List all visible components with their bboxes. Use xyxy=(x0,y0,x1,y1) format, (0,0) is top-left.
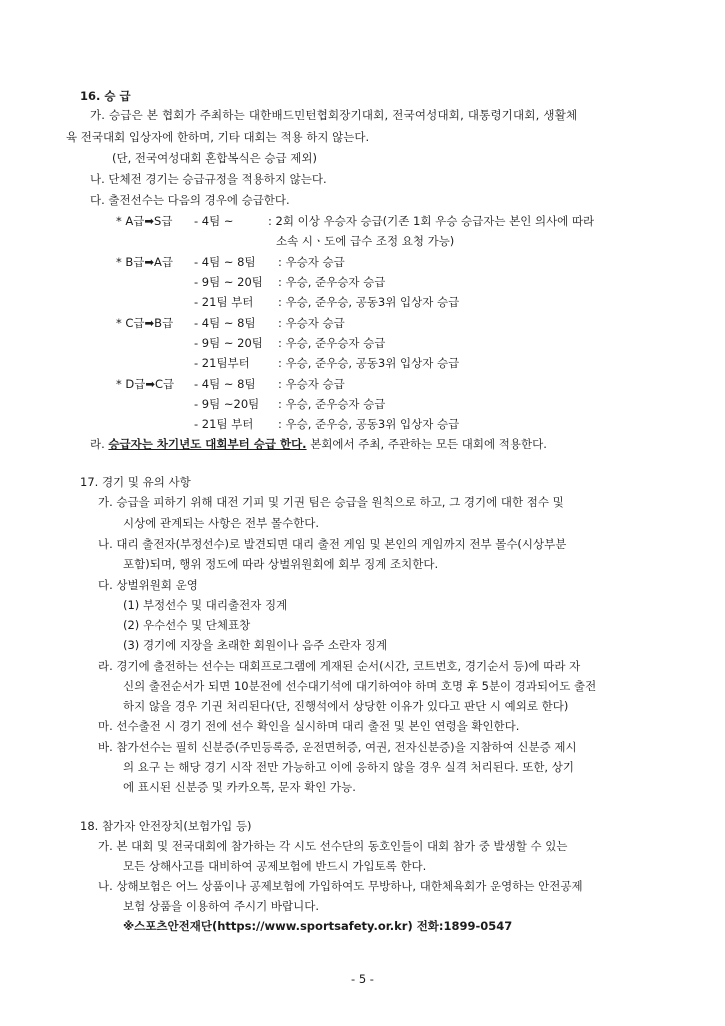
grade-b-range-2: - 9팀 ~ 20팀 xyxy=(194,275,263,289)
s18-na-line2: 보험 상품을 이용하여 주시기 바랍니다. xyxy=(123,899,320,913)
s16-ga-note: (단, 전국여성대회 혼합복식은 승급 제외) xyxy=(112,151,317,165)
s16-ga-line1: 가. 승급은 본 협회가 주최하는 대한배드민턴협회장기대회, 전국여성대회, 대통령기대회, 생활체 xyxy=(90,108,578,122)
s16-na: 나. 단체전 경기는 승급규정을 적용하지 않는다. xyxy=(90,172,327,186)
s16-ra-rest: 본회에서 주최, 주관하는 모든 대회에 적용한다. xyxy=(306,437,547,451)
grade-d-cond-1: : 우승자 승급 xyxy=(278,377,345,391)
s17-da-item-2: (2) 우수선수 및 단체표창 xyxy=(123,618,251,632)
grade-c-cond-2: : 우승, 준우승자 승급 xyxy=(278,336,386,350)
grade-a-cond-1-cont: 소속 시ㆍ도에 급수 조정 요청 가능) xyxy=(276,234,455,248)
section-17-title: 17. 경기 및 유의 사항 xyxy=(80,475,191,489)
s16-ra xyxy=(90,436,547,452)
s17-ra-line3: 하지 않을 경우 기권 처리된다(단, 진행석에서 상당한 이유가 있다고 판단 시 예외로 한다) xyxy=(123,699,569,713)
s17-ga-line2: 시상에 관계되는 사항은 전부 몰수한다. xyxy=(123,516,320,530)
s17-da: 다. 상벌위원회 운영 xyxy=(98,578,198,592)
s17-na-line2: 포함)되며, 행위 정도에 따라 상벌위원회에 회부 징계 조치한다. xyxy=(123,557,439,571)
s17-da-item-1: (1) 부정선수 및 대리출전자 징계 xyxy=(123,598,288,612)
s16-da: 다. 출전선수는 다음의 경우에 승급한다. xyxy=(90,193,290,207)
s18-ga-line2: 모든 상해사고를 대비하여 공제보험에 반드시 가입토록 한다. xyxy=(123,859,427,873)
s16-ga-line2: 육 전국대회 입상자에 한하며, 기타 대회는 적용 하지 않는다. xyxy=(66,130,370,144)
s18-contact-note: ※스포츠안전재단(https://www.sportsafety.or.kr) 전화:1899-0547 xyxy=(123,919,513,933)
s16-ra-emphasis: 승급자는 차기년도 대회부터 승급 한다. xyxy=(108,437,307,451)
grade-c-cond-1: : 우승자 승급 xyxy=(278,316,345,330)
grade-c-range-2: - 9팀 ~ 20팀 xyxy=(194,336,263,350)
s17-ra-line2: 신의 출전순서가 되면 10분전에 선수대기석에 대기하여야 하며 호명 후 5분이 경과되어도 출전 xyxy=(123,679,597,693)
grade-c-cond-3: : 우승, 준우승, 공동3위 입상자 승급 xyxy=(278,356,460,370)
grade-b-cond-2: : 우승, 준우승자 승급 xyxy=(278,275,386,289)
s17-ba-line1: 바. 참가선수는 필히 신분증(주민등록증, 운전면허증, 여권, 전자신분증)을 지참하여 신분증 제시 xyxy=(98,740,577,754)
s16-ra-prefix: 라. xyxy=(90,437,109,451)
grade-a-label: * A급➡S급 xyxy=(116,214,173,228)
s17-ma: 마. 선수출전 시 경기 전에 선수 확인을 실시하며 대리 출전 및 본인 연령을 확인한다. xyxy=(98,719,520,733)
s17-ra-line1: 라. 경기에 출전하는 선수는 대회프로그램에 게재된 순서(시간, 코트번호, 경기순서 등)에 따라 자 xyxy=(98,659,581,673)
s17-ga-line1: 가. 승급을 피하기 위해 대전 기피 및 기권 팀은 승급을 원칙으로 하고, 그 경기에 대한 점수 및 xyxy=(98,495,564,509)
section-16-title: 16. 승 급 xyxy=(80,89,131,103)
grade-d-range-1: - 4팀 ~ 8팀 xyxy=(194,377,256,391)
grade-b-cond-3: : 우승, 준우승, 공동3위 입상자 승급 xyxy=(278,295,460,309)
grade-b-range-3: - 21팀 부터 xyxy=(194,295,254,309)
s17-ba-line2: 의 요구 는 해당 경기 시작 전만 가능하고 이에 응하지 않을 경우 실격 처리된다. 또한, 상기 xyxy=(123,760,574,774)
grade-d-label: * D급➡C급 xyxy=(116,377,175,391)
s17-ba-line3: 에 표시된 신분증 및 카카오톡, 문자 확인 가능. xyxy=(123,780,356,794)
page-number: - 5 - xyxy=(351,972,374,986)
grade-d-range-2: - 9팀 ~20팀 xyxy=(194,397,260,411)
grade-a-range-1: - 4팀 ~ xyxy=(194,214,234,228)
grade-c-range-3: - 21팀부터 xyxy=(194,356,250,370)
s18-na-line1: 나. 상해보험은 어느 상품이나 공제보험에 가입하여도 무방하나, 대한체육회가 운영하는 안전공제 xyxy=(98,879,583,893)
grade-c-range-1: - 4팀 ~ 8팀 xyxy=(194,316,256,330)
s18-ga-line1: 가. 본 대회 및 전국대회에 참가하는 각 시도 선수단의 동호인들이 대회 참가 중 발생할 수 있는 xyxy=(98,839,568,853)
grade-b-label: * B급➡A급 xyxy=(116,255,174,269)
section-18-title: 18. 참가자 안전장치(보험가입 등) xyxy=(80,819,252,833)
grade-d-cond-3: : 우승, 준우승, 공동3위 입상자 승급 xyxy=(278,417,460,431)
s17-da-item-3: (3) 경기에 지장을 초래한 회원이나 음주 소란자 징계 xyxy=(123,638,388,652)
grade-b-range-1: - 4팀 ~ 8팀 xyxy=(194,255,256,269)
grade-d-range-3: - 21팀 부터 xyxy=(194,417,254,431)
s17-na-line1: 나. 대리 출전자(부정선수)로 발견되면 대리 출전 게임 및 본인의 게임까지 전부 몰수(시상부분 xyxy=(98,537,567,551)
grade-a-cond-1: : 2회 이상 우승자 승급(기존 1회 우승 승급자는 본인 의사에 따라 xyxy=(268,214,595,228)
grade-d-cond-2: : 우승, 준우승자 승급 xyxy=(278,397,386,411)
grade-b-cond-1: : 우승자 승급 xyxy=(278,255,345,269)
grade-c-label: * C급➡B급 xyxy=(116,316,174,330)
